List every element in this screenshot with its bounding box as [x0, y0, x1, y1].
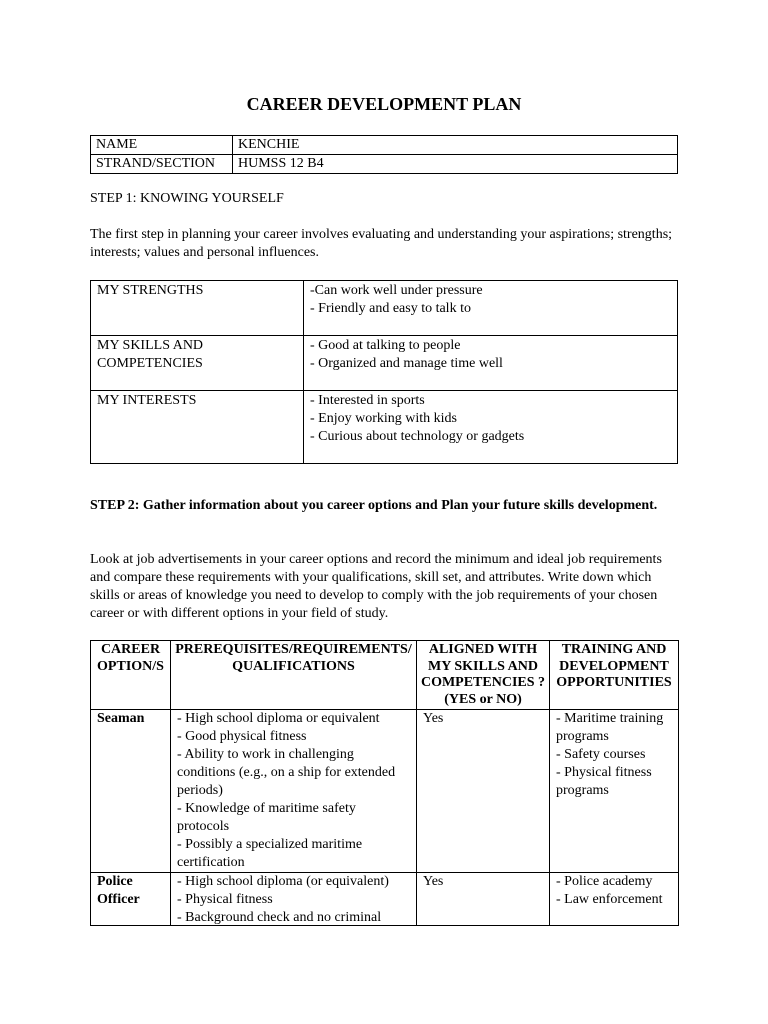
- step2-intro: Look at job advertisements in your career options and record the minimum and ideal job requirements and compare these requirements with your qualifications, skill set, and attributes. Write down which skills or areas of knowledge you need to develop to comply with the job requirements of your chosen career or with different options in your field of study.: [90, 552, 662, 621]
- step1-heading: STEP 1: KNOWING YOURSELF: [90, 191, 284, 206]
- list-item: -Can work well under pressure: [310, 283, 483, 298]
- column-header-aligned: ALIGNED WITH MY SKILLS AND COMPETENCIES ? (YES or NO): [417, 641, 550, 710]
- list-item: - Knowledge of maritime safety protocols: [177, 801, 356, 834]
- skills-row: [91, 336, 678, 391]
- list-item: - Enjoy working with kids: [310, 411, 457, 426]
- strand-label: STRAND/SECTION: [91, 155, 233, 174]
- column-header-training: TRAINING AND DEVELOPMENT OPPORTUNITIES: [550, 641, 679, 710]
- career-requirements: [171, 873, 417, 926]
- list-item: - Police academy: [556, 874, 653, 889]
- list-item: - Safety courses: [556, 747, 646, 762]
- career-name: Police Officer: [91, 873, 171, 926]
- list-item: - Law enforcement: [556, 892, 663, 907]
- identity-table: [90, 135, 678, 174]
- interests-items: [304, 391, 678, 464]
- career-training: [550, 710, 679, 873]
- career-name: Seaman: [91, 710, 171, 873]
- name-value: KENCHIE: [233, 136, 678, 155]
- strand-value: HUMSS 12 B4: [233, 155, 678, 174]
- career-header-row: [91, 641, 679, 710]
- strengths-label: MY STRENGTHS: [91, 281, 304, 336]
- list-item: - Interested in sports: [310, 393, 425, 408]
- list-item: - Curious about technology or gadgets: [310, 429, 525, 444]
- strengths-row: [91, 281, 678, 336]
- self-assessment-table: [90, 280, 678, 464]
- skills-items: [304, 336, 678, 391]
- list-item: - Organized and manage time well: [310, 356, 503, 371]
- name-label: NAME: [91, 136, 233, 155]
- identity-row-strand: [91, 155, 678, 174]
- column-header-career: CAREER OPTION/S: [91, 641, 171, 710]
- career-aligned: Yes: [417, 873, 550, 926]
- career-row-seaman: [91, 710, 679, 873]
- list-item: - Physical fitness programs: [556, 765, 652, 798]
- list-item: - High school diploma (or equivalent): [177, 874, 389, 889]
- strengths-items: [304, 281, 678, 336]
- career-options-table: [90, 640, 679, 926]
- interests-row: [91, 391, 678, 464]
- identity-row-name: [91, 136, 678, 155]
- list-item: - Possibly a specialized maritime certification: [177, 837, 363, 870]
- list-item: - Physical fitness: [177, 892, 273, 907]
- career-training: [550, 873, 679, 926]
- list-item: - High school diploma or equivalent: [177, 711, 380, 726]
- career-aligned: Yes: [417, 710, 550, 873]
- step2-heading: STEP 2: Gather information about you career options and Plan your future skills development.: [90, 498, 658, 513]
- list-item: - Good physical fitness: [177, 729, 307, 744]
- list-item: - Background check and no criminal: [177, 910, 382, 925]
- list-item: - Maritime training programs: [556, 711, 664, 744]
- page-title: CAREER DEVELOPMENT PLAN: [246, 94, 522, 114]
- step1-intro: The first step in planning your career involves evaluating and understanding your aspirations; strengths; interests; values and personal influences.: [90, 227, 673, 260]
- list-item: - Good at talking to people: [310, 338, 461, 353]
- interests-label: MY INTERESTS: [91, 391, 304, 464]
- column-header-requirements: PREREQUISITES/REQUIREMENTS/ QUALIFICATIONS: [171, 641, 417, 710]
- list-item: - Ability to work in challenging conditions (e.g., on a ship for extended periods): [177, 747, 396, 798]
- career-row-police: [91, 873, 679, 926]
- list-item: - Friendly and easy to talk to: [310, 301, 471, 316]
- skills-label: MY SKILLS AND COMPETENCIES: [91, 336, 304, 391]
- career-requirements: [171, 710, 417, 873]
